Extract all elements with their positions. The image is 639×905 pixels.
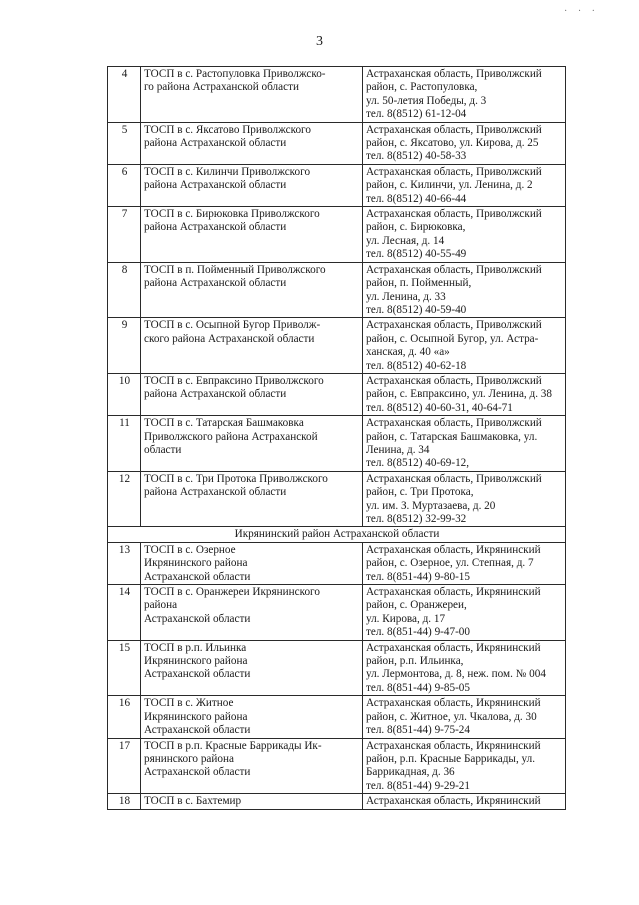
office-address-line: Астраханская область, Приволжский <box>366 123 542 136</box>
office-address-line: тел. 8(8512) 61-12-04 <box>366 108 467 121</box>
row-number: 12 <box>108 471 141 527</box>
office-address-cell <box>363 164 566 206</box>
office-address-line: Астраханская область, Икрянинский <box>366 641 541 654</box>
office-name-line: ТОСП в с. Озерное <box>144 543 236 556</box>
office-address-line: ханская, д. 40 «а» <box>366 346 450 359</box>
office-name-cell <box>141 738 363 794</box>
office-name-line: ТОСП в с. Яксатово Приволжского <box>144 123 311 136</box>
office-address-line: район, с. Житное, ул. Чкалова, д. 30 <box>366 710 537 723</box>
office-address-line: тел. 8(851-44) 9-75-24 <box>366 724 470 737</box>
office-name-cell <box>141 640 363 696</box>
office-address-line: тел. 8(851-44) 9-85-05 <box>366 681 470 694</box>
office-address-line: район, с. Оранжереи, <box>366 599 467 612</box>
table-row <box>108 373 566 415</box>
office-address-line: район, р.п. Ильинка, <box>366 655 464 668</box>
row-number: 4 <box>108 67 141 123</box>
row-number: 10 <box>108 373 141 415</box>
row-number: 15 <box>108 640 141 696</box>
office-name-cell <box>141 164 363 206</box>
office-address-line: район, с. Бирюковка, <box>366 221 466 234</box>
office-address-cell <box>363 794 566 809</box>
office-name-line: области <box>144 443 182 456</box>
office-address-line: Астраханская область, Приволжский <box>366 472 542 485</box>
row-number: 11 <box>108 416 141 472</box>
table-row <box>108 585 566 641</box>
office-address-line: Астраханская область, Приволжский <box>366 417 542 430</box>
office-address-line: ул. Лесная, д. 14 <box>366 234 445 247</box>
office-address-line: Баррикадная, д. 36 <box>366 766 455 779</box>
office-name-line: ТОСП в р.п. Красные Баррикады Ик- <box>144 739 322 752</box>
office-name-cell <box>141 794 363 809</box>
office-name-line: района Астраханской области <box>144 137 287 150</box>
table-row <box>108 262 566 318</box>
office-address-cell <box>363 542 566 584</box>
office-address-line: тел. 8(8512) 32-99-32 <box>366 513 467 525</box>
office-address-cell <box>363 471 566 527</box>
office-address-line: район, с. Осыпной Бугор, ул. Астра- <box>366 332 539 345</box>
office-name-line: ТОСП в с. Житное <box>144 697 234 710</box>
office-address-line: Астраханская область, Икрянинский <box>366 739 541 752</box>
table-row <box>108 207 566 263</box>
office-address-line: тел. 8(8512) 40-66-44 <box>366 192 467 205</box>
office-address-line: Астраханская область, Приволжский <box>366 319 542 332</box>
office-address-line: Астраханская область, Приволжский <box>366 374 542 387</box>
table-row <box>108 640 566 696</box>
office-name-line: Астраханской области <box>144 668 251 681</box>
office-address-line: тел. 8(851-44) 9-80-15 <box>366 570 470 583</box>
office-address-cell <box>363 207 566 263</box>
office-address-line: Астраханская область, Икрянинский <box>366 586 541 599</box>
office-address-line: Астраханская область, Приволжский <box>366 165 542 178</box>
row-number: 7 <box>108 207 141 263</box>
office-name-line: ТОСП в с. Килинчи Приволжского <box>144 165 311 178</box>
office-name-line: Астраханской области <box>144 612 251 625</box>
office-name-line: района Астраханской области <box>144 388 287 401</box>
row-number: 17 <box>108 738 141 794</box>
table-row <box>108 122 566 164</box>
office-address-cell <box>363 738 566 794</box>
office-address-cell <box>363 640 566 696</box>
office-address-line: тел. 8(8512) 40-55-49 <box>366 248 467 261</box>
office-name-line: Приволжского района Астраханской <box>144 430 318 443</box>
office-name-cell <box>141 585 363 641</box>
page-number: 3 <box>316 34 323 49</box>
office-name-line: Икрянинского района <box>144 557 248 570</box>
office-name-line: района Астраханской области <box>144 179 287 192</box>
office-name-cell <box>141 262 363 318</box>
office-address-line: район, п. Пойменный, <box>366 277 472 290</box>
office-name-cell <box>141 542 363 584</box>
office-address-line: Астраханская область, Приволжский <box>366 68 542 80</box>
office-name-line: ТОСП в с. Евпраксино Приволжского <box>144 374 324 387</box>
office-address-line: ул. Ленина, д. 33 <box>366 290 446 303</box>
office-address-line: Ленина, д. 34 <box>366 443 430 456</box>
office-address-line: район, с. Яксатово, ул. Кирова, д. 25 <box>366 137 539 150</box>
row-number: 18 <box>108 794 141 809</box>
office-address-cell <box>363 262 566 318</box>
office-address-line: ул. Лермонтова, д. 8, неж. пом. № 004 <box>366 668 546 681</box>
office-address-line: Астраханская область, Приволжский <box>366 263 542 276</box>
office-name-line: Астраханской области <box>144 766 251 779</box>
office-address-line: тел. 8(8512) 40-69-12, <box>366 457 470 470</box>
office-name-line: го района Астраханской области <box>144 81 299 94</box>
office-name-line: района <box>144 599 178 612</box>
office-name-cell <box>141 318 363 374</box>
table-row <box>108 696 566 738</box>
office-name-line: ского района Астраханской области <box>144 332 315 345</box>
office-address-line: район, с. Татарская Башмаковка, ул. <box>366 430 538 443</box>
office-address-line: Астраханская область, Икрянинский <box>366 697 541 710</box>
row-number: 14 <box>108 585 141 641</box>
office-name-line: района Астраханской области <box>144 277 287 290</box>
office-name-line: Астраханской области <box>144 724 251 737</box>
office-name-line: ТОСП в с. Татарская Башмаковка <box>144 417 304 430</box>
office-address-cell <box>363 318 566 374</box>
scan-specks: · · · <box>564 6 599 17</box>
office-address-line: район, с. Килинчи, ул. Ленина, д. 2 <box>366 179 533 192</box>
office-address-cell <box>363 122 566 164</box>
office-name-line: ТОСП в с. Три Протока Приволжского <box>144 472 328 485</box>
office-address-line: тел. 8(8512) 40-62-18 <box>366 359 467 372</box>
office-address-cell <box>363 67 566 123</box>
table-row <box>108 67 566 123</box>
office-name-line: рянинского района <box>144 752 234 765</box>
table-row <box>108 471 566 527</box>
office-name-line: Икрянинского района <box>144 655 248 668</box>
office-name-line: ТОСП в с. Осыпной Бугор Приволж- <box>144 319 321 332</box>
office-name-line: района Астраханской области <box>144 221 287 234</box>
table-row <box>108 164 566 206</box>
office-address-line: район, с. Три Протока, <box>366 486 474 499</box>
row-number: 8 <box>108 262 141 318</box>
table-row <box>108 318 566 374</box>
office-address-line: район, р.п. Красные Баррикады, ул. <box>366 752 536 765</box>
office-name-line: района Астраханской области <box>144 486 287 499</box>
office-address-line: район, с. Растопуловка, <box>366 81 478 94</box>
office-name-line: ТОСП в п. Пойменный Приволжского <box>144 263 326 276</box>
row-number: 6 <box>108 164 141 206</box>
office-name-cell <box>141 122 363 164</box>
office-address-line: район, с. Озерное, ул. Степная, д. 7 <box>366 557 534 570</box>
office-name-line: ТОСП в с. Бирюковка Приволжского <box>144 208 320 221</box>
row-number: 13 <box>108 542 141 584</box>
office-registry-table <box>107 66 566 810</box>
office-address-line: тел. 8(851-44) 9-29-21 <box>366 779 470 792</box>
district-section-row <box>108 527 566 542</box>
office-address-line: ул. им. З. Муртазаева, д. 20 <box>366 499 496 512</box>
office-address-line: ул. 50-летия Победы, д. 3 <box>366 94 487 107</box>
office-name-line: Икрянинского района <box>144 710 248 723</box>
office-address-cell <box>363 416 566 472</box>
office-name-cell <box>141 207 363 263</box>
office-address-line: тел. 8(851-44) 9-47-00 <box>366 626 470 639</box>
office-address-line: тел. 8(8512) 40-60-31, 40-64-71 <box>366 401 513 414</box>
office-name-line: ТОСП в р.п. Ильинка <box>144 641 247 654</box>
row-number: 9 <box>108 318 141 374</box>
office-address-cell <box>363 585 566 641</box>
office-name-cell <box>141 696 363 738</box>
district-section-title: Икрянинский район Астраханской области <box>108 527 566 542</box>
office-address-line: Астраханская область, Приволжский <box>366 208 542 221</box>
office-address-line: район, с. Евпраксино, ул. Ленина, д. 38 <box>366 388 552 401</box>
office-name-line: ТОСП в с. Оранжереи Икрянинского <box>144 586 320 599</box>
office-address-cell <box>363 373 566 415</box>
office-address-line: ул. Кирова, д. 17 <box>366 612 446 625</box>
registry-body <box>108 67 566 810</box>
table-row <box>108 738 566 794</box>
office-address-line: тел. 8(8512) 40-58-33 <box>366 150 467 163</box>
table-row <box>108 416 566 472</box>
row-number: 16 <box>108 696 141 738</box>
office-name-cell <box>141 373 363 415</box>
office-address-line: Астраханская область, Икрянинский <box>366 543 541 556</box>
office-name-line: ТОСП в с. Растопуловка Приволжско- <box>144 68 326 80</box>
table-row <box>108 794 566 809</box>
table-row <box>108 542 566 584</box>
office-address-cell <box>363 696 566 738</box>
row-number: 5 <box>108 122 141 164</box>
office-address-line: Астраханская область, Икрянинский <box>366 795 541 808</box>
office-address-line: тел. 8(8512) 40-59-40 <box>366 303 467 316</box>
office-name-cell <box>141 416 363 472</box>
office-name-cell <box>141 67 363 123</box>
office-name-line: Астраханской области <box>144 570 251 583</box>
office-name-cell <box>141 471 363 527</box>
office-name-line: ТОСП в с. Бахтемир <box>144 795 242 808</box>
